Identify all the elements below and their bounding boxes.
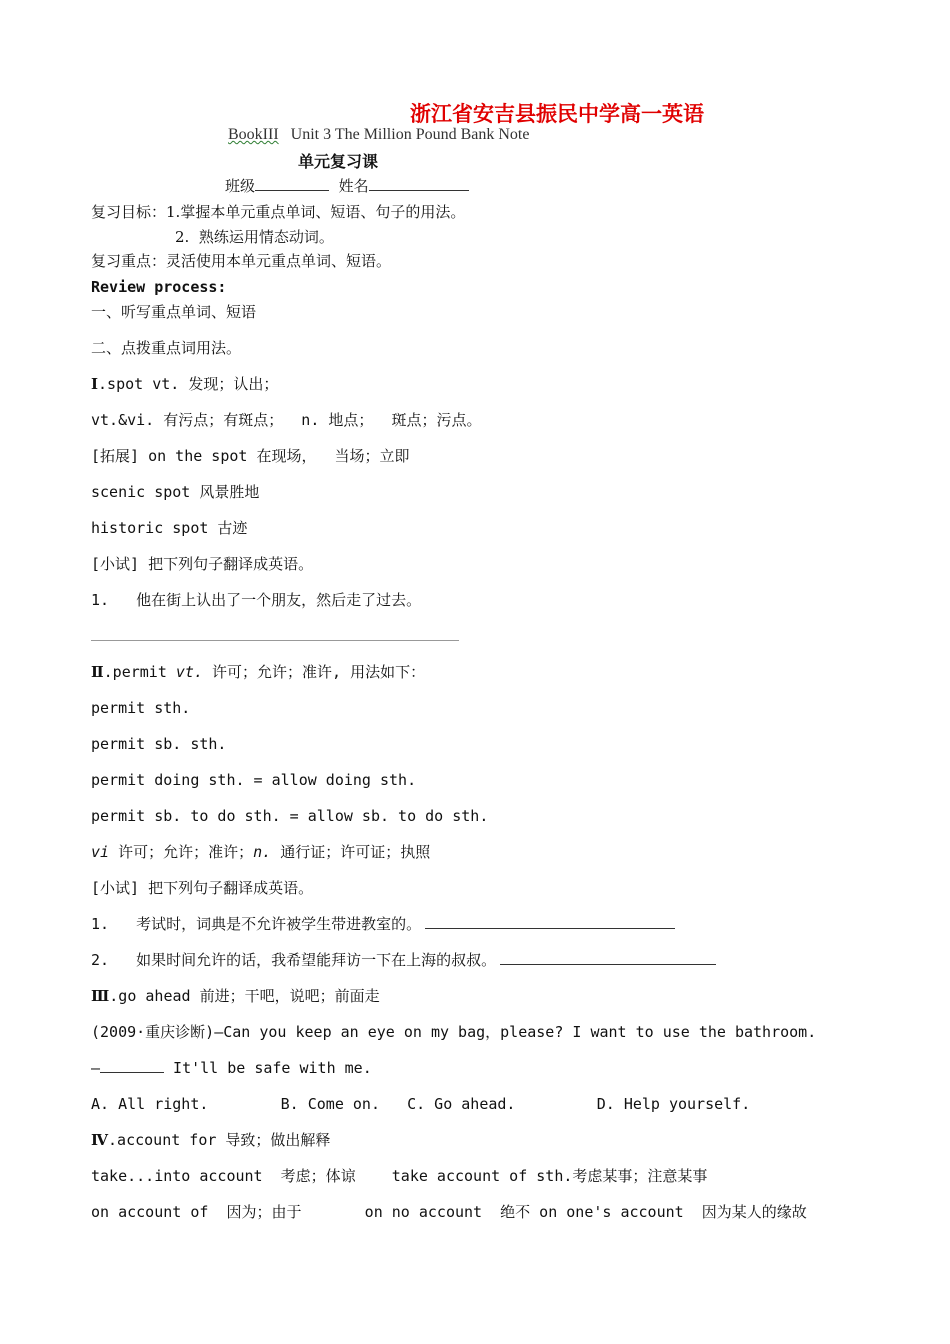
s1-q1: 1. 他在街上认出了一个朋友，然后走了过去。	[91, 591, 422, 609]
s3-answer	[91, 1058, 372, 1078]
s4-line3: on account of 因为；由于 on no account 绝不 on one's account 因为某人的缘故	[91, 1203, 807, 1221]
s2-q1-blank[interactable]	[425, 914, 675, 929]
s2-numeral: Ⅱ	[91, 663, 104, 681]
goals-item1: 1.掌握本单元重点单词、短语、句子的用法。	[166, 203, 466, 221]
s2-q2-blank[interactable]	[500, 950, 716, 965]
goals-label: 复习目标：	[91, 203, 167, 221]
s3-question	[91, 1022, 816, 1042]
answer-line[interactable]	[91, 640, 459, 641]
s2-q1	[91, 914, 675, 934]
name-label: 姓名	[338, 177, 369, 195]
goals-line1	[91, 202, 465, 222]
book-label: BookIII	[228, 126, 279, 143]
unit-title	[228, 126, 529, 144]
s2-line1	[91, 662, 425, 682]
s3-options: A. All right. B. Come on. C. Go ahead. D. Help yourself.	[91, 1095, 751, 1113]
s3-line1	[91, 986, 380, 1006]
s2-q2	[91, 950, 716, 970]
s2-line1-c: 许可；允许；准许, 用法如下：	[203, 663, 426, 681]
s2-line6-b: 许可；允许；准许；	[109, 843, 254, 861]
focus-line	[91, 251, 391, 271]
s1-line4: scenic spot 风景胜地	[91, 483, 260, 501]
s2-line6-a: vi	[91, 843, 110, 861]
s2-line3: permit sb. sth.	[91, 735, 227, 753]
s3-line1-text: .go ahead 前进；干吧，说吧；前面走	[109, 987, 380, 1005]
s2-try: [小试] 把下列句子翻译成英语。	[91, 879, 314, 897]
s3-q-prefix: (2009·重庆诊断)	[91, 1023, 215, 1041]
class-label: 班级	[225, 177, 256, 195]
s2-line2: permit sth.	[91, 699, 191, 717]
s2-line6-d: 通行证；许可证；执照	[271, 843, 431, 861]
s1-line1	[91, 374, 278, 394]
s2-q1-text: 1. 考试时，词典是不允许被学生带进教室的。	[91, 915, 422, 933]
part2-heading: 二、点拨重点词用法。	[91, 339, 242, 357]
s3-answer-dash: —	[91, 1059, 101, 1077]
lesson-type: 单元复习课	[298, 152, 379, 171]
s2-line4: permit doing sth. = allow doing sth.	[91, 771, 417, 789]
s1-line3: [拓展] on the spot 在现场， 当场；立即	[91, 447, 410, 465]
school-title: 浙江省安吉县振民中学高一英语	[410, 102, 704, 126]
s1-line2: vt.&vi. 有污点；有斑点； n. 地点； 斑点；污点。	[91, 411, 482, 429]
name-blank	[369, 176, 469, 191]
s3-answer-rest: It'll be safe with me.	[164, 1059, 372, 1077]
focus-label: 复习重点：	[91, 252, 167, 270]
class-blank	[255, 176, 329, 191]
s1-line5: historic spot 古迹	[91, 519, 248, 537]
s2-line6	[91, 842, 430, 862]
s2-line1-a: .permit	[103, 663, 176, 681]
part1-heading: 一、听写重点单词、短语	[91, 303, 257, 321]
s2-line1-b: vt.	[175, 663, 203, 681]
s4-line2: take...into account 考虑；体谅 take account of sth.考虑某事；注意某事	[91, 1167, 708, 1185]
s2-line5: permit sb. to do sth. = allow sb. to do sth.	[91, 807, 489, 825]
s4-line1-text: .account for 导致；做出解释	[108, 1131, 331, 1149]
process-heading: Review process:	[91, 278, 227, 296]
s3-q-text: —Can you keep an eye on my bag，please? I want to use the bathroom.	[214, 1023, 817, 1041]
s1-line1-text: .spot vt. 发现；认出；	[98, 375, 279, 393]
s4-numeral: Ⅳ	[91, 1131, 109, 1149]
s3-answer-blank[interactable]	[100, 1058, 164, 1073]
class-name-line	[225, 176, 469, 196]
unit-label: Unit 3 The Million Pound Bank Note	[290, 126, 530, 143]
s4-line1	[91, 1130, 330, 1150]
s2-q2-text: 2. 如果时间允许的话，我希望能拜访一下在上海的叔叔。	[91, 951, 497, 969]
goals-item2: 2. 熟练运用情态动词。	[175, 228, 334, 246]
focus-text: 灵活使用本单元重点单词、短语。	[166, 252, 392, 270]
s3-numeral: Ⅲ	[91, 987, 110, 1005]
s1-try: [小试] 把下列句子翻译成英语。	[91, 555, 314, 573]
s2-line6-c: n.	[253, 843, 272, 861]
s1-numeral: Ⅰ	[91, 375, 99, 393]
